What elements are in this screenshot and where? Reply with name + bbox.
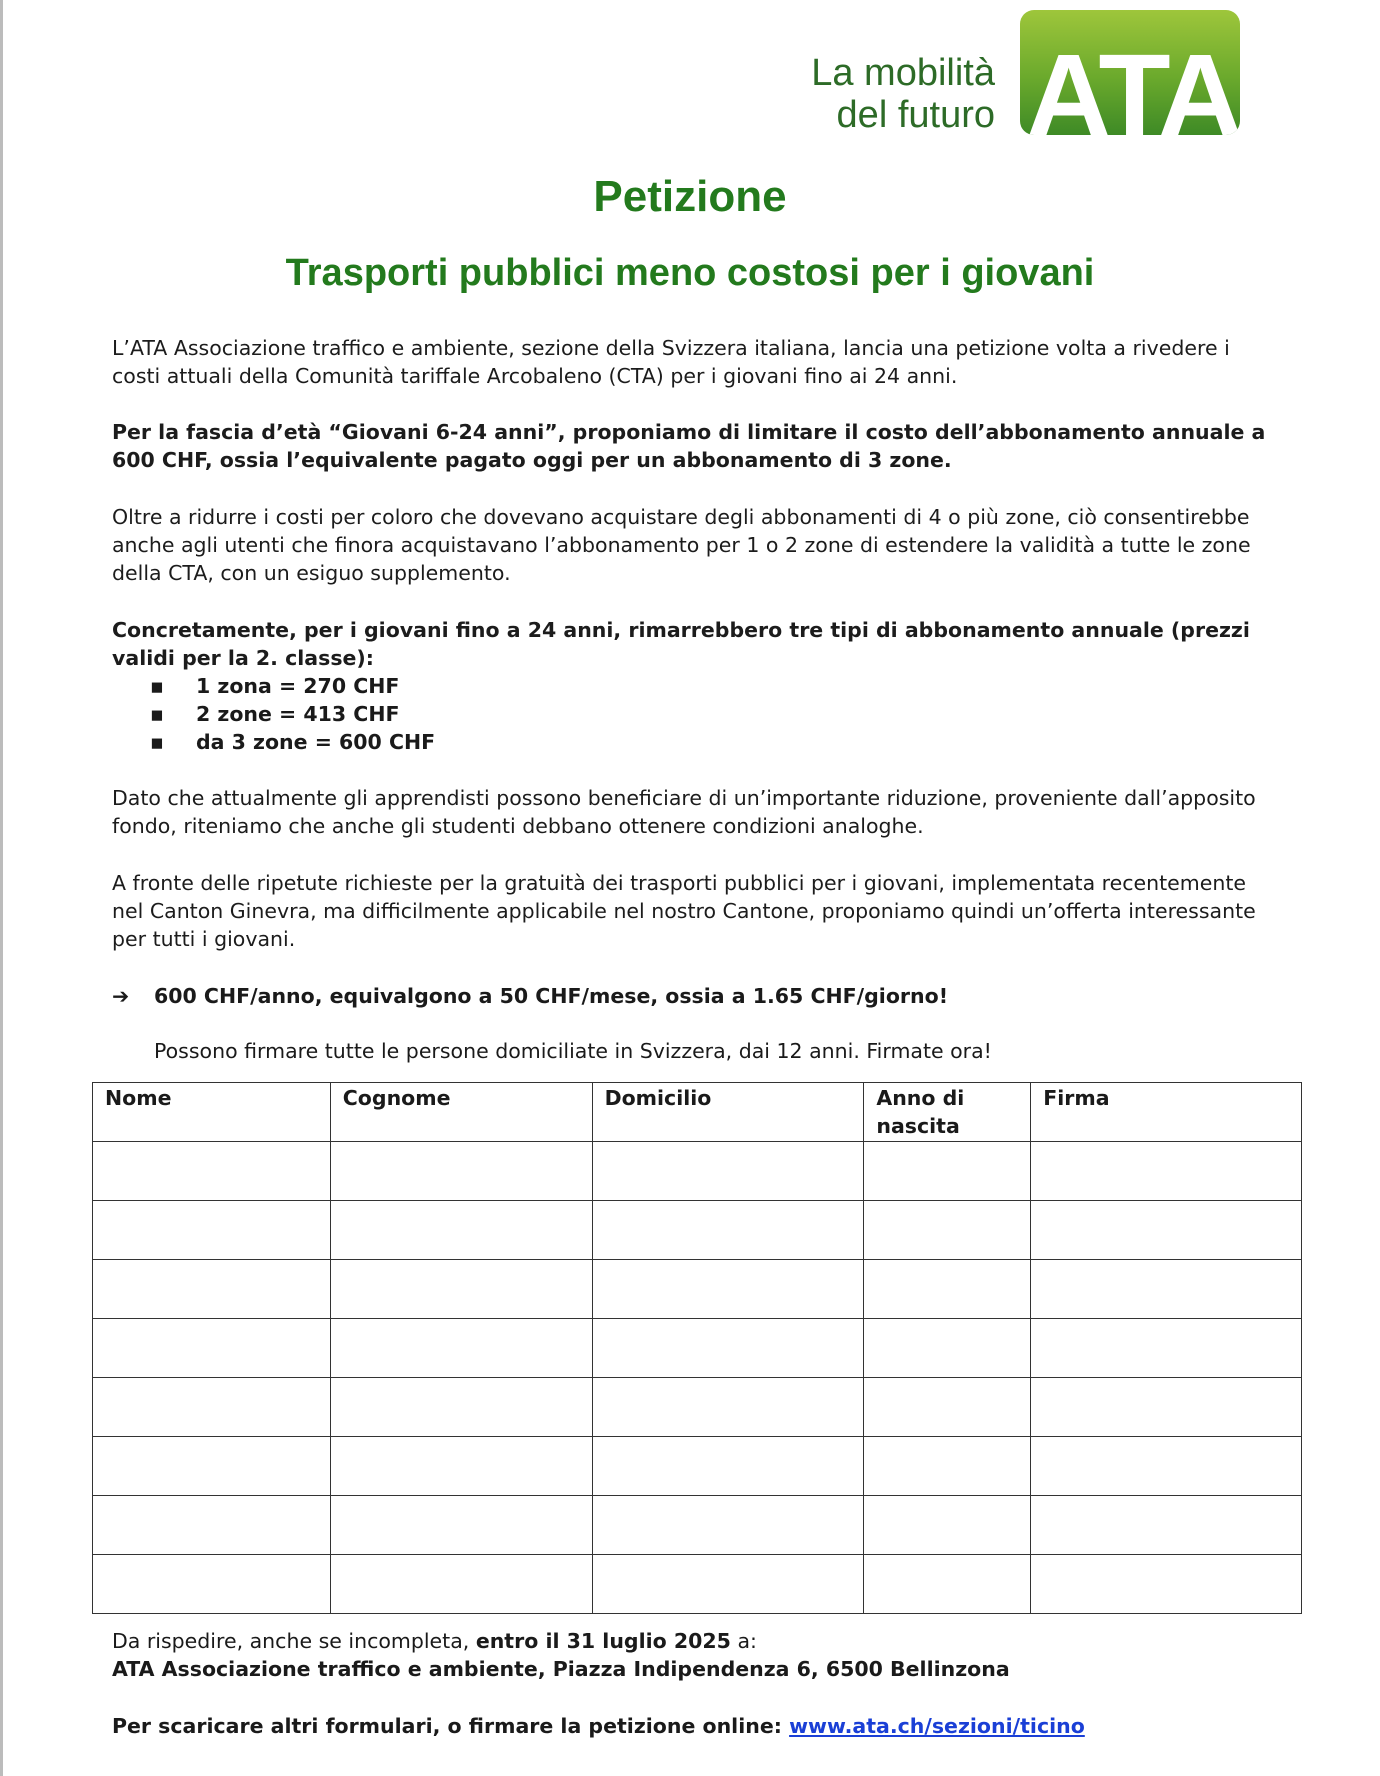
price-item: 2 zone = 413 CHF — [196, 702, 400, 726]
column-header-nome: Nome — [93, 1083, 331, 1142]
column-header-anno-di-nascita: Anno di nascita — [864, 1083, 1031, 1142]
table-cell[interactable] — [93, 1142, 331, 1201]
table-cell[interactable] — [1031, 1142, 1302, 1201]
logo-tagline — [765, 52, 995, 136]
table-cell[interactable] — [1031, 1260, 1302, 1319]
ata-logo-mark — [1020, 10, 1240, 135]
return-line — [112, 1627, 1010, 1655]
website-link[interactable]: www.ata.ch/sezioni/ticino — [789, 1714, 1085, 1738]
table-cell[interactable] — [1031, 1555, 1302, 1614]
table-cell[interactable] — [592, 1555, 864, 1614]
table-header-row — [93, 1083, 1302, 1142]
table-cell[interactable] — [864, 1555, 1031, 1614]
return-address: ATA Associazione traffico e ambiente, Piazza Indipendenza 6, 6500 Bellinzona — [112, 1657, 1010, 1681]
intro-paragraph: L’ATA Associazione traffico e ambiente, sezione della Svizzera italiana, lancia una petizione volta a rivedere i costi attuali della Comunità tariffale Arcobaleno (CTA) per i giovani fino ai 24 anni. — [112, 336, 1230, 388]
table-cell[interactable] — [864, 1201, 1031, 1260]
benefit-paragraph: Oltre a ridurre i costi per coloro che dovevano acquistare degli abbonamenti di 4 o più zone, ciò consentirebbe anche agli utenti che finora acquistavano l’abbonamento per 1 o 2 zone di estendere la validità a tutte le zone della CTA, con un esiguo supplemento. — [112, 505, 1251, 585]
table-cell[interactable] — [330, 1201, 592, 1260]
table-row — [93, 1142, 1302, 1201]
table-cell[interactable] — [330, 1378, 592, 1437]
table-cell[interactable] — [592, 1319, 864, 1378]
table-cell[interactable] — [864, 1437, 1031, 1496]
table-cell[interactable] — [1031, 1496, 1302, 1555]
table-cell[interactable] — [864, 1142, 1031, 1201]
arrow-right-icon: ➔ — [112, 984, 130, 1008]
table-cell[interactable] — [592, 1142, 864, 1201]
return-prefix: Da rispedire, anche se incompleta, — [112, 1629, 476, 1653]
requests-paragraph: A fronte delle ripetute richieste per la gratuità dei trasporti pubblici per i giovani, implementata recentemente nel Canton Ginevra, ma difficilmente applicabile nel nostro Cantone, proponiamo quindi un’offerta interessante per tutti i giovani. — [112, 871, 1256, 951]
table-cell[interactable] — [93, 1319, 331, 1378]
signature-table — [92, 1082, 1302, 1614]
table-cell[interactable] — [1031, 1378, 1302, 1437]
table-row — [93, 1496, 1302, 1555]
table-cell[interactable] — [592, 1260, 864, 1319]
price-item: da 3 zone = 600 CHF — [196, 730, 436, 754]
bullet-icon: ▪ — [150, 674, 164, 698]
price-item: 1 zona = 270 CHF — [196, 674, 400, 698]
table-cell[interactable] — [1031, 1319, 1302, 1378]
list-item — [150, 672, 435, 700]
signing-note: Possono firmare tutte le persone domiciliate in Svizzera, dai 12 anni. Firmate ora! — [154, 1039, 992, 1063]
download-text: Per scaricare altri formulari, o firmare la petizione online: — [112, 1714, 790, 1738]
table-row — [93, 1378, 1302, 1437]
table-cell[interactable] — [93, 1496, 331, 1555]
table-row — [93, 1201, 1302, 1260]
table-cell[interactable] — [592, 1437, 864, 1496]
table-cell[interactable] — [93, 1437, 331, 1496]
table-cell[interactable] — [330, 1260, 592, 1319]
table-cell[interactable] — [864, 1319, 1031, 1378]
table-cell[interactable] — [864, 1260, 1031, 1319]
ata-logo — [765, 10, 1240, 140]
table-cell[interactable] — [592, 1201, 864, 1260]
page-title: Petizione — [593, 172, 787, 221]
table-cell[interactable] — [93, 1260, 331, 1319]
table-cell[interactable] — [1031, 1437, 1302, 1496]
logo-tagline-line2: del futuro — [836, 94, 995, 136]
table-cell[interactable] — [330, 1437, 592, 1496]
summary-line — [112, 984, 948, 1008]
table-cell[interactable] — [592, 1378, 864, 1437]
page-subtitle: Trasporti pubblici meno costosi per i giovani — [285, 252, 1095, 294]
column-header-firma: Firma — [1031, 1083, 1302, 1142]
table-row — [93, 1555, 1302, 1614]
table-cell[interactable] — [93, 1378, 331, 1437]
ata-logo-text: ATA — [1026, 30, 1239, 135]
apprentices-paragraph: Dato che attualmente gli apprendisti possono beneficiare di un’importante riduzione, proveniente dall’apposito fondo, riteniamo che anche gli studenti debbano ottenere condizioni analoghe. — [112, 786, 1256, 838]
bullet-icon: ▪ — [150, 730, 164, 754]
table-row — [93, 1260, 1302, 1319]
return-instructions — [112, 1627, 1010, 1683]
column-header-cognome: Cognome — [330, 1083, 592, 1142]
table-cell[interactable] — [330, 1319, 592, 1378]
list-item — [150, 728, 435, 756]
table-cell[interactable] — [864, 1496, 1031, 1555]
table-cell[interactable] — [592, 1496, 864, 1555]
table-cell[interactable] — [330, 1496, 592, 1555]
logo-tagline-line1: La mobilità — [811, 52, 995, 94]
table-cell[interactable] — [93, 1555, 331, 1614]
bullet-icon: ▪ — [150, 702, 164, 726]
concrete-paragraph: Concretamente, per i giovani fino a 24 anni, rimarrebbero tre tipi di abbonamento annuale (prezzi validi per la 2. classe): — [112, 618, 1250, 670]
download-line — [112, 1714, 1085, 1738]
table-cell[interactable] — [330, 1142, 592, 1201]
table-row — [93, 1319, 1302, 1378]
price-list — [150, 672, 435, 756]
table-row — [93, 1437, 1302, 1496]
table-cell[interactable] — [330, 1555, 592, 1614]
table-cell[interactable] — [864, 1378, 1031, 1437]
summary-text: 600 CHF/anno, equivalgono a 50 CHF/mese, ossia a 1.65 CHF/giorno! — [154, 984, 949, 1008]
proposal-paragraph: Per la fascia d’età “Giovani 6-24 anni”, proponiamo di limitare il costo dell’abbonamento annuale a 600 CHF, ossia l’equivalente pagato oggi per un abbonamento di 3 zone. — [112, 420, 1266, 472]
return-suffix: a: — [730, 1629, 757, 1653]
return-deadline: entro il 31 luglio 2025 — [475, 1629, 731, 1653]
table-cell[interactable] — [1031, 1201, 1302, 1260]
column-header-domicilio: Domicilio — [592, 1083, 864, 1142]
list-item — [150, 700, 435, 728]
table-cell[interactable] — [93, 1201, 331, 1260]
